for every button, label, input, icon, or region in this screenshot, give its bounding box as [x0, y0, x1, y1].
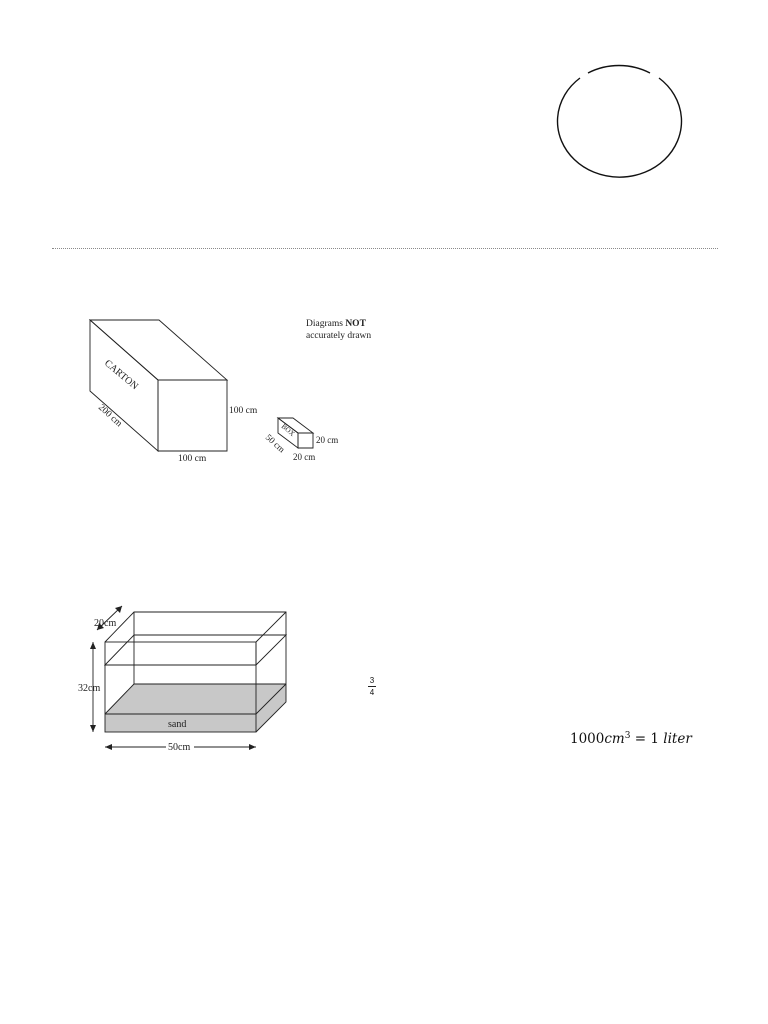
sand-top-face: [105, 684, 286, 714]
fraction-denominator: 4: [369, 688, 375, 697]
carton-label: CARTON: [102, 357, 141, 393]
fraction-numerator: 3: [369, 676, 375, 685]
fraction-three-quarters: [366, 676, 378, 700]
diagram-note-line2: accurately drawn: [306, 331, 372, 341]
carton-side-face: [90, 320, 158, 451]
box-front-face: [298, 433, 313, 448]
sand-tank-diagram: [74, 600, 294, 760]
carton-length-label: 200 cm: [95, 402, 124, 430]
box-length-label: 50 cm: [263, 432, 287, 455]
sand-label: sand: [168, 719, 187, 730]
box-label: BOX: [279, 422, 297, 439]
depth-label: 20cm: [94, 618, 117, 629]
diagram-note: Diagrams NOT: [306, 319, 366, 329]
box-width-label: 20 cm: [293, 452, 316, 462]
carton-width-label: 100 cm: [178, 454, 207, 464]
height-label: 32cm: [78, 683, 101, 694]
section-divider: [52, 248, 718, 249]
circle-figure: [552, 64, 686, 184]
volume-conversion-formula: $1000cm^3 = 1$ liter: [570, 731, 692, 747]
box-height-label: 20 cm: [316, 435, 339, 445]
length-label: 50cm: [168, 742, 191, 753]
carton-box-diagram: [80, 310, 380, 480]
carton-height-label: 100 cm: [229, 406, 258, 416]
fraction-bar: [368, 686, 376, 687]
carton-front-face: [158, 380, 227, 451]
